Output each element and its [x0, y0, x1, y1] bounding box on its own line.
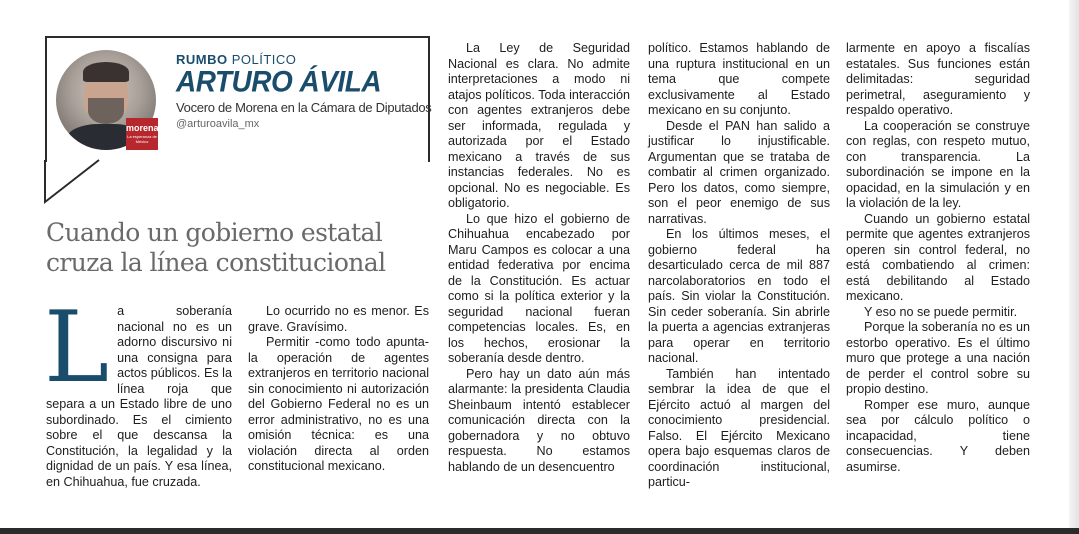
article-column-2 — [248, 304, 429, 475]
article-column-1 — [44, 291, 232, 490]
article-column-5 — [846, 41, 1030, 475]
headline-line-1: Cuando un gobierno estatal — [46, 218, 383, 247]
paragraph: a soberanía nacional no es un adorno discursivo ni una consigna para actos públicos. Es la línea roja que separa a un Estado libre de uno subordinado. Es el cimiento sobre el que descansa la Constitución, la legalidad y la dignidad de un país. Y esa línea, en Chihuahua, fue cruzada. — [46, 304, 232, 489]
paragraph: Y eso no se puede permitir. — [864, 304, 1018, 319]
bottom-border — [0, 528, 1079, 534]
paragraph: Pero hay un dato aún más alarmante: la presidenta Claudia Sheinbaum intentó establecer comunicación directa con la gobernadora y no obtuvo respuesta. No estamos hablando de un desencuentro — [448, 366, 630, 474]
drop-cap: L — [44, 291, 110, 405]
paragraph: También han intentado sembrar la idea de que el Ejército actuó al margen del conocimiento presidencial. Falso. El Ejército Mexicano opera bajo esquemas claros de coordinación institucional, particu- — [648, 366, 830, 489]
paragraph: Porque la soberanía no es un estorbo operativo. Es el último muro que protege a una nación de perder el control sobre su propio destino. — [846, 320, 1030, 396]
section-label-light: POLÍTICO — [231, 52, 297, 67]
paragraph: Desde el PAN han salido a justificar lo injustificable. Argumentan que se trataba de combatir al crimen organizado. Pero los datos, como siempre, son el peor enemigo de sus narrativas. — [648, 118, 830, 226]
paragraph: político. Estamos hablando de una ruptura institucional en un tema que compete exclusivamente al Estado mexicano en su conjunto. — [648, 41, 830, 117]
paragraph: La cooperación se construye con reglas, con respeto mutuo, con transparencia. La subordinación se impone en la opacidad, en la simulación y en la violación de la ley. — [846, 118, 1030, 210]
section-label-bold: RUMBO — [176, 52, 228, 67]
paragraph: larmente en apoyo a fiscalías estatales. Sus funciones están delimitadas: seguridad perimetral, aseguramiento y respaldo operativo. — [846, 41, 1030, 117]
article-column-4 — [648, 41, 830, 491]
headline-line-2: cruza la línea constitucional — [46, 248, 386, 277]
paragraph: Lo ocurrido no es menor. Es grave. Gravísimo. — [248, 304, 429, 334]
paragraph: Lo que hizo el gobierno de Chihuahua encabezado por Maru Campos es colocar a una entidad federativa por encima de la Constitución. Es actuar como si la política exterior y la seguridad nacional fueran competencias locales. Es, en los hechos, erosionar la soberanía desde dentro. — [448, 211, 630, 365]
paragraph: Permitir -como todo apunta- la operación de agentes extranjeros en territorio nacional sin conocimiento ni autorización del Gobierno Federal no es un error administrativo, no es una omisión técnica: es una violación directa al orden constitucional mexicano. — [248, 335, 429, 473]
paragraph: En los últimos meses, el gobierno federal ha desarticulado cerca de mil 887 narcolaboratorios en todo el país. Sin violar la Constitución. Sin ceder soberanía. Sin abrirle la puerta a agencias extranjeras para operar en territorio nacional. — [648, 227, 830, 365]
article-headline — [46, 218, 426, 278]
page-edge-shadow — [1069, 0, 1079, 534]
author-name: ARTURO ÁVILA — [176, 65, 382, 98]
author-role: Vocero de Morena en la Cámara de Diputados — [176, 100, 432, 115]
author-handle: @arturoavila_mx — [176, 118, 260, 130]
article-column-3 — [448, 41, 630, 475]
paragraph: La Ley de Seguridad Nacional es clara. No admite interpretaciones a modo ni atajos políticos. Toda interacción con agentes extranjeros debe ser informada, regulada y autorizada por el Estado mexicano a través de sus instancias federales. No es opcional. No es negociable. Es obligatorio. — [448, 41, 630, 210]
paragraph: Cuando un gobierno estatal permite que agentes extranjeros operen sin control federal, no está combatiendo al crimen: está debilitando al Estado mexicano. — [846, 211, 1030, 303]
party-logo-badge: morena La esperanza de México — [126, 118, 158, 150]
paragraph: Romper ese muro, aunque sea por cálculo político o incapacidad, tiene consecuencias. Y deben asumirse. — [846, 397, 1030, 474]
